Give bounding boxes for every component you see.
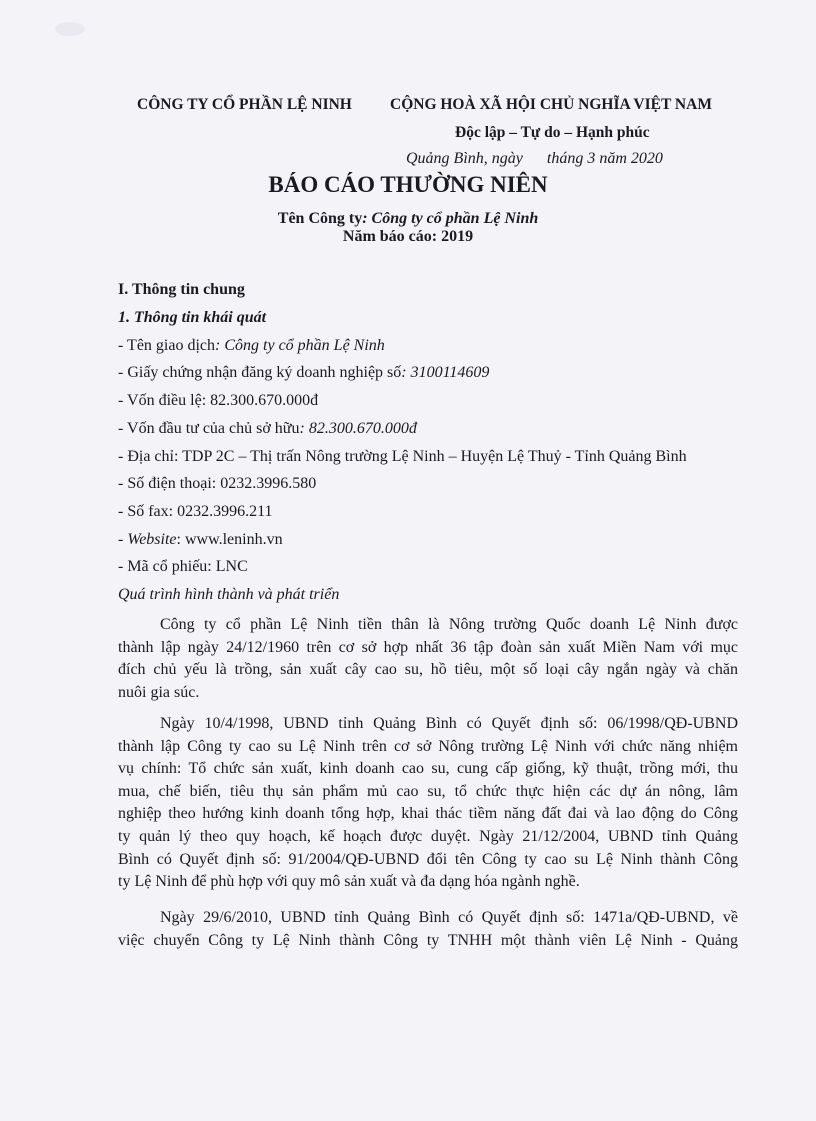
history-paragraph-1: Công ty cổ phần Lệ Ninh tiền thân là Nông trường Quốc doanh Lệ Ninh được thành lập ngày 24/12/1960 trên cơ sở hợp nhất 36 tập đoàn sản xuất Miền Nam với mục đích chủ yếu là trồng, sản xuất cây cao su, hồ tiêu, một số loại cây ngắn ngày và chăn nuôi gia súc. [118,616,738,701]
info-item-charter-capital: - Vốn điều lệ: 82.300.670.000đ [118,392,319,409]
info-item-phone: - Số điện thoại: 0232.3996.580 [118,475,317,492]
info-item-owner-capital: - Vốn đầu tư của chủ sở hữu: 82.300.670.000đ [118,420,417,437]
info-item-trade-name: - Tên giao dịch: Công ty cổ phần Lệ Ninh [118,337,385,354]
info-item-fax: - Số fax: 0232.3996.211 [118,503,273,520]
info-item-stock-code: - Mã cổ phiếu: LNC [118,558,248,575]
nation-header: CỘNG HOÀ XÃ HỘI CHỦ NGHĨA VIỆT NAM [390,96,712,113]
company-name-label: Tên Công ty [277,210,363,227]
info-item-website: - Website: www.leninh.vn [118,531,283,548]
motto: Độc lập – Tự do – Hạnh phúc [455,124,650,141]
company-name-value: : Công ty cổ phần Lệ Ninh [362,210,539,227]
date-line: Quảng Bình, ngày tháng 3 năm 2020 [406,150,663,167]
history-paragraph-2: Ngày 10/4/1998, UBND tỉnh Quảng Bình có Quyết định số: 06/1998/QĐ-UBND thành lập Công ty cao su Lệ Ninh trên cơ sở Nông trường Lệ Ninh với chức năng nhiệm vụ chính: Tổ chức sản xuất, kinh doanh cao su, cung cấp giống, kỹ thuật, trồng mới, thu mua, chế biến, tiêu thụ sản phẩm mủ cao su, tổ chức thực hiện các dự án nông, lâm nghiệp theo hướng kinh doanh tổng hợp, khai thác tiềm năng đất đai và lao động do Công ty quản lý theo quy hoạch, kế hoạch được duyệt. Ngày 21/12/2004, UBND tỉnh Quảng Bình có Quyết định số: 91/2004/QĐ-UBND đổi tên Công ty cao su Lệ Ninh thành Công ty Lệ Ninh để phù hợp với quy mô sản xuất và đa dạng hóa ngành nghề. [118,715,738,891]
info-item-address: - Địa chỉ: TDP 2C – Thị trấn Nông trường Lệ Ninh – Huyện Lệ Thuỷ - Tỉnh Quảng Bình [118,448,687,465]
history-heading: Quá trình hình thành và phát triển [118,586,340,603]
info-item-registration: - Giấy chứng nhận đăng ký doanh nghiệp số: 3100114609 [118,364,490,381]
section-heading: I. Thông tin chung [118,281,245,298]
history-paragraph-3: Ngày 29/6/2010, UBND tỉnh Quảng Bình có Quyết định số: 1471a/QĐ-UBND, về việc chuyển Công ty Lệ Ninh thành Công ty TNHH một thành viên Lệ Ninh - Quảng [118,909,738,949]
company-header: CÔNG TY CỔ PHẦN LỆ NINH [137,96,352,113]
scan-smudge [55,22,85,36]
section-subheading: 1. Thông tin khái quát [118,309,267,326]
company-name-line [0,210,816,228]
report-title: BÁO CÁO THƯỜNG NIÊN [268,172,548,197]
report-year: Năm báo cáo: 2019 [342,228,474,245]
